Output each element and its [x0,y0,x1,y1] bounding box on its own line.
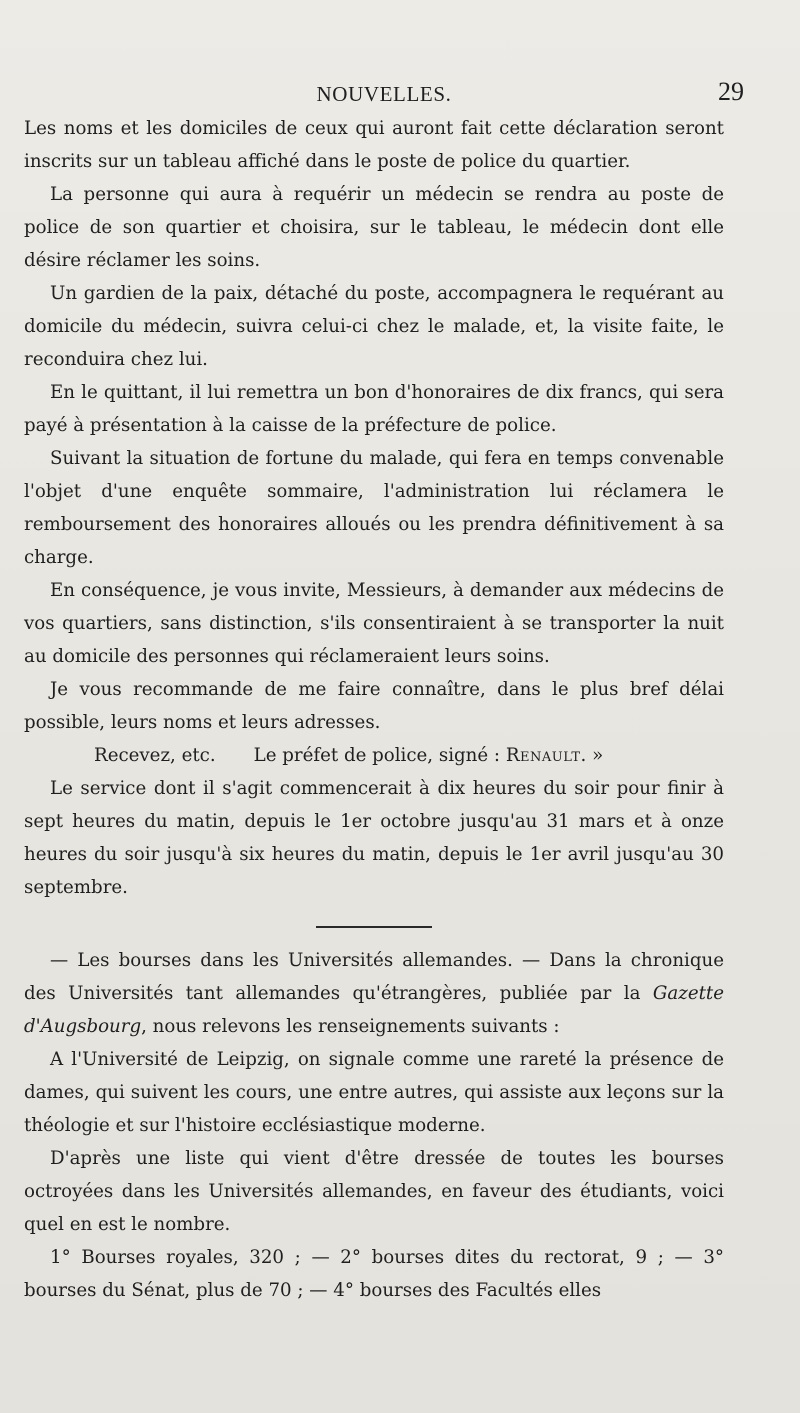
closing-formula: Recevez, etc. [94,745,216,766]
paragraph-consequence: En conséquence, je vous invite, Messieurs, à demander aux médecins de vos quartiers, sans distinction, s'ils consentiraient à se transporter la nuit au domicile des personnes qui réclameraient leurs soins. [24,580,724,667]
journal-title: Gazette d'Augsbourg [24,983,724,1037]
signature-line [24,739,724,772]
bourses-intro-before: — Les bourses dans les Universités allemandes. — Dans la chronique des Universités tant allemandes qu'étrangères, publiée par la [24,950,724,1004]
signatory-name: Renault [505,745,581,766]
page-header [24,74,744,114]
paragraph-service: Le service dont il s'agit commencerait à dix heures du soir pour finir à sept heures du matin, depuis le 1er octobre jusqu'au 31 mars et à onze heures du soir jusqu'à six heures du matin, depuis le 1er avril jusqu'au 30 septembre. [24,778,724,898]
paragraph-liste: D'après une liste qui vient d'être dressée de toutes les bourses octroyées dans les Universités allemandes, en faveur des étudiants, voici quel en est le nombre. [24,1148,724,1235]
signatory-suffix: . » [580,745,604,766]
signatory [254,739,604,772]
paragraph-requerir: La personne qui aura à requérir un médecin se rendra au poste de police de son quartier et choisira, sur le tableau, le médecin dont elle désire réclamer les soins. [24,184,724,271]
bourses-intro-after: , nous relevons les renseignements suivants : [141,1016,560,1037]
paragraph-bourses-list: 1° Bourses royales, 320 ; — 2° bourses dites du rectorat, 9 ; — 3° bourses du Sénat, plus de 70 ; — 4° bourses des Facultés elles [24,1247,724,1301]
page-body [24,112,724,1307]
paragraph-recommandation: Je vous recommande de me faire connaître, dans le plus bref délai possible, leurs noms et leurs adresses. [24,679,724,733]
paragraph-gardien: Un gardien de la paix, détaché du poste, accompagnera le requérant au domicile du médecin, suivra celui-ci chez le malade, et, la visite faite, le reconduira chez lui. [24,283,724,370]
running-head: NOUVELLES. [316,81,452,106]
paragraph-leipzig: A l'Université de Leipzig, on signale comme une rareté la présence de dames, qui suivent les cours, une entre autres, qui assiste aux leçons sur la théologie et sur l'histoire ecclésiastique moderne. [24,1049,724,1136]
signatory-prefix: Le préfet de police, signé : [253,745,501,766]
section-divider [316,926,432,928]
paragraph-bourses-intro [24,944,724,1043]
paragraph-honoraires: En le quittant, il lui remettra un bon d'honoraires de dix francs, qui sera payé à présentation à la caisse de la préfecture de police. [24,382,724,436]
paragraph-declaration: Les noms et les domiciles de ceux qui auront fait cette déclaration seront inscrits sur un tableau affiché dans le poste de police du quartier. [24,118,724,172]
paragraph-situation: Suivant la situation de fortune du malade, qui fera en temps convenable l'objet d'une enquête sommaire, l'administration lui réclamera le remboursement des honoraires alloués ou les prendra définitivement à sa charge. [24,448,724,568]
page-number: 29 [718,77,744,106]
